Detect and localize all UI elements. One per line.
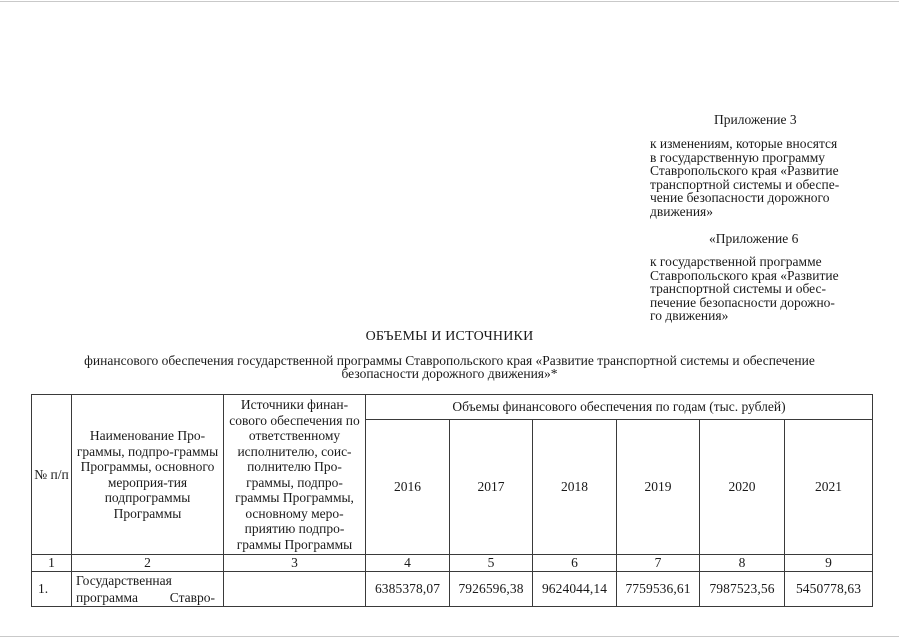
column-number: 8 [700, 555, 785, 572]
header-years-group: Объемы финансового обеспечения по годам (тыс. рублей) [366, 395, 873, 420]
column-number: 4 [366, 555, 450, 572]
appendix-6-note-line: го движения» [650, 308, 729, 323]
appendix-note [650, 137, 871, 218]
appendix-note-line: движения» [650, 203, 714, 219]
appendix-note-line: чение безопасности дорожного [650, 190, 830, 205]
row-value: 7987523,56 [700, 572, 785, 607]
appendix-note-line: к изменениям, которые вносятся [650, 136, 838, 151]
column-number: 1 [32, 555, 72, 572]
column-number: 7 [617, 555, 700, 572]
appendix-6-note-line: к государственной программе [650, 254, 822, 269]
financing-table [31, 394, 873, 607]
column-number: 5 [450, 555, 533, 572]
column-number: 6 [533, 555, 617, 572]
column-number: 3 [224, 555, 366, 572]
row-name: Государственная программа Ставро- [72, 572, 224, 607]
appendix-6-note-line: печение безопасности дорожно- [650, 294, 835, 310]
row-value: 7926596,38 [450, 572, 533, 607]
row-value: 7759536,61 [617, 572, 700, 607]
row-index: 1. [32, 572, 72, 607]
header-year: 2020 [700, 420, 785, 555]
header-source: Источники финан-сового обеспечения по ответственному исполнителю, соис-полнителю Про-граммы, подпро-граммы Программы, основному меро-приятию подпро-граммы Программы [224, 395, 366, 555]
appendix-6-note-line: транспортной системы и обес- [650, 281, 826, 296]
scan-edge-bottom [0, 636, 899, 637]
appendix-note-line: в государственную программу [650, 149, 826, 165]
appendix-note-line: Ставропольского края «Развитие [650, 163, 839, 178]
scan-edge-top [0, 1, 899, 2]
document-title: ОБЪЕМЫ И ИСТОЧНИКИ [365, 329, 534, 344]
header-year: 2019 [617, 420, 700, 555]
table-row [32, 572, 873, 607]
column-number: 9 [785, 555, 873, 572]
row-value: 6385378,07 [366, 572, 450, 607]
document-subtitle-line: безопасности дорожного движения»* [341, 366, 558, 381]
header-year: 2016 [366, 420, 450, 555]
row-value: 9624044,14 [533, 572, 617, 607]
header-name: Наименование Про-граммы, подпро-граммы Программы, основного мероприя-тия подпрограммы Программы [72, 395, 224, 555]
document-subtitle [28, 354, 871, 380]
header-year: 2017 [450, 420, 533, 555]
appendix-6-title: «Приложение 6 [709, 231, 799, 246]
header-year: 2018 [533, 420, 617, 555]
column-number: 2 [72, 555, 224, 572]
document-subtitle-line: финансового обеспечения государственной программы Ставропольского края «Развитие транспортной системы и обеспечение [84, 353, 815, 368]
row-value: 5450778,63 [785, 572, 873, 607]
appendix-note-line: транспортной системы и обеспе- [650, 176, 840, 192]
column-number-row [32, 555, 873, 572]
header-year: 2021 [785, 420, 873, 555]
row-source [224, 572, 366, 607]
header-num: № п/п [32, 395, 72, 555]
appendix-title: Приложение 3 [714, 112, 797, 127]
appendix-6-note [650, 255, 871, 323]
appendix-6-note-line: Ставропольского края «Развитие [650, 267, 839, 283]
